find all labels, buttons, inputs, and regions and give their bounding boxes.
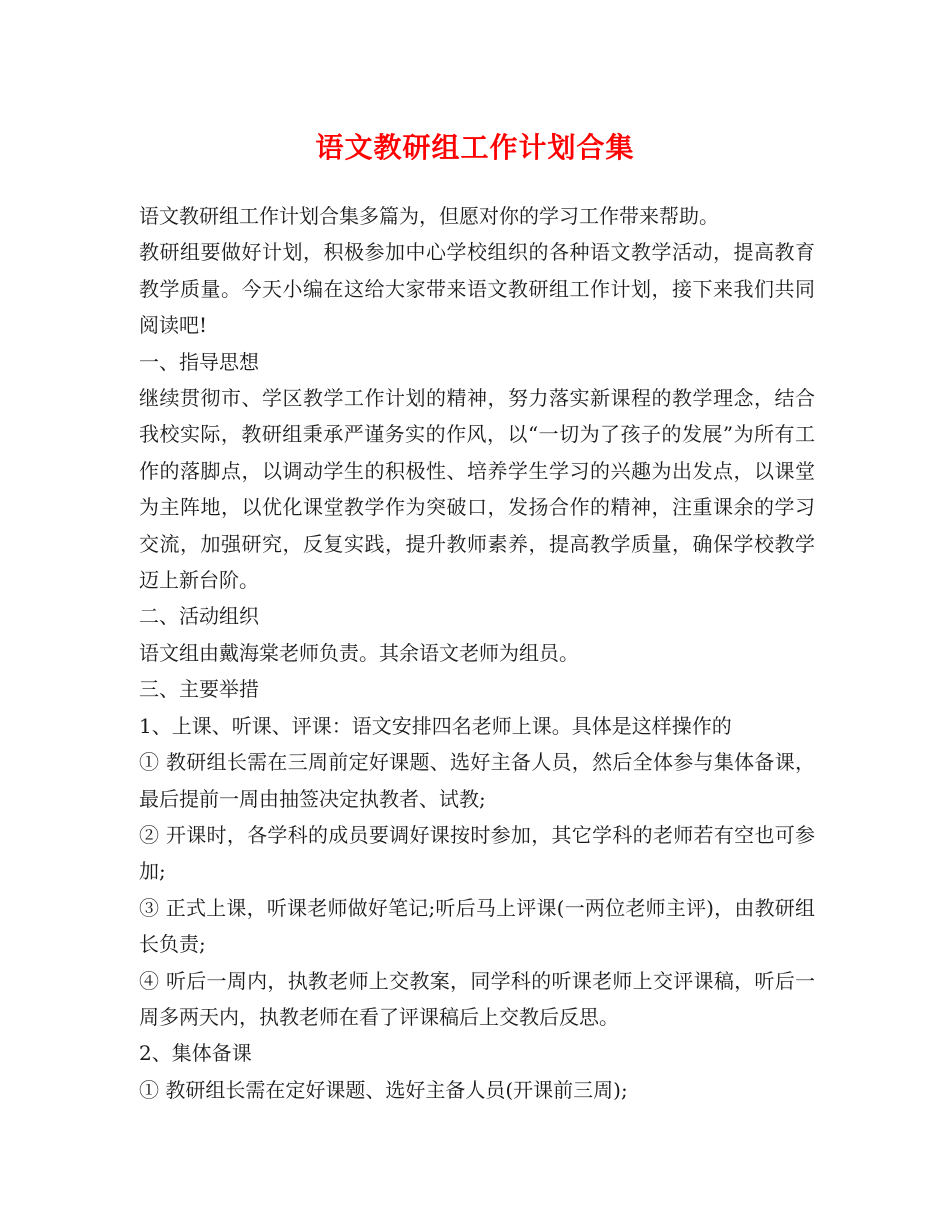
guiding-ideology-paragraph: 继续贯彻市、学区教学工作计划的精神，努力落实新课程的教学理念，结合我校实际，教研组秉承严谨务实的作风，以“一切为了孩子的发展”为所有工作的落脚点，以调动学生的积极性、培养学生学习的兴趣为出发点，以课堂为主阵地，以优化课堂教学作为突破口，发扬合作的精神，注重课余的学习交流，加强研究，反复实践，提升教师素养，提高教学质量，确保学校教学迈上新台阶。 [139, 386, 815, 593]
intro-paragraph: 教研组要做好计划，积极参加中心学校组织的各种语文教学活动，提高教育教学质量。今天小编在这给大家带来语文教研组工作计划，接下来我们共同阅读吧! [139, 240, 815, 338]
intro-paragraph: 语文教研组工作计划合集多篇为，但愿对你的学习工作带来帮助。 [139, 204, 719, 228]
section-heading-guiding-ideology: 一、指导思想 [139, 349, 259, 374]
measure-list-item: ② 开课时，各学科的成员要调好课按时参加，其它学科的老师若有空也可参加; [139, 822, 815, 884]
measure-list-item: ④ 听后一周内，执教老师上交教案，同学科的听课老师上交评课稿，听后一周多两天内，执教老师在看了评课稿后上交教后反思。 [139, 968, 815, 1029]
section-heading-main-measures: 三、主要举措 [139, 677, 259, 702]
measure-item-heading: 2、集体备课 [139, 1041, 252, 1066]
document-title: 语文教研组工作计划合集 [315, 131, 635, 164]
measure-list-item: ① 教研组长需在三周前定好课题、选好主备人员，然后全体参与集体备课，最后提前一周由抽签决定执教者、试教; [139, 750, 815, 811]
measure-list-item: ③ 正式上课，听课老师做好笔记;听后马上评课(一两位老师主评)，由教研组长负责; [139, 895, 815, 957]
section-heading-activity-organization: 二、活动组织 [139, 604, 259, 629]
activity-organization-paragraph: 语文组由戴海棠老师负责。其余语文老师为组员。 [139, 640, 579, 665]
document-body [139, 198, 815, 1108]
measure-list-item: ① 教研组长需在定好课题、选好主备人员(开课前三周); [139, 1077, 628, 1102]
measure-item-heading: 1、上课、听课、评课：语文安排四名老师上课。具体是这样操作的 [139, 713, 732, 738]
